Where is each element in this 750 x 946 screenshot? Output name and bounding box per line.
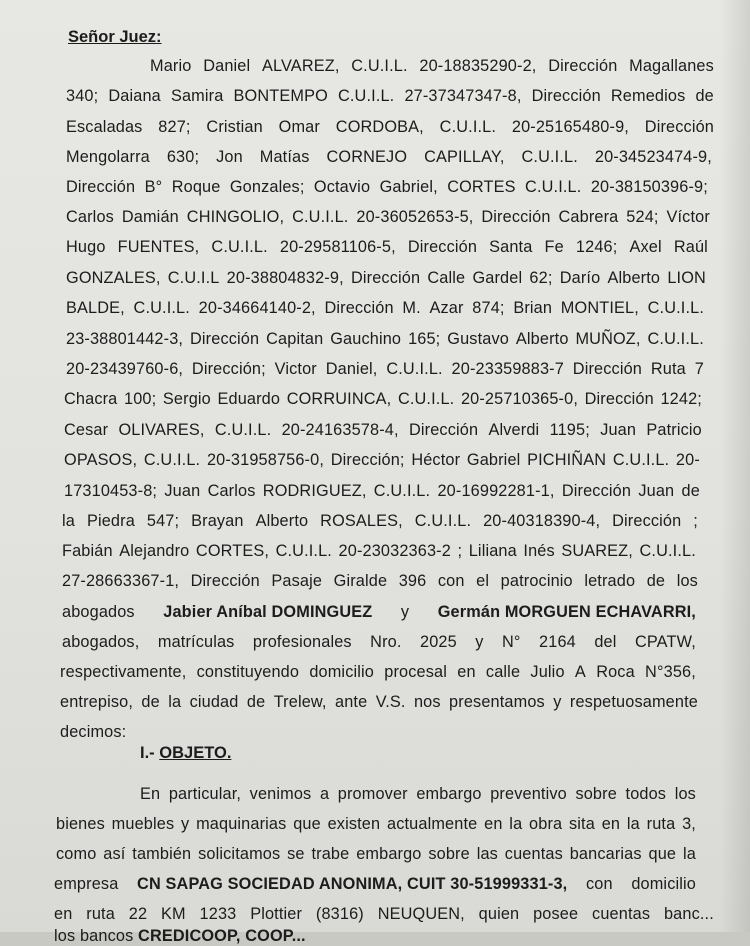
word: Raúl xyxy=(673,238,708,256)
word: 827; xyxy=(158,118,191,136)
parties-line xyxy=(64,389,702,409)
word: y xyxy=(400,603,410,621)
word: Matías xyxy=(259,148,310,166)
parties-line xyxy=(66,177,708,197)
word: existen xyxy=(327,815,381,833)
word: 20-38804832-9, xyxy=(226,269,344,287)
word: Dirección xyxy=(407,238,478,256)
word: N° xyxy=(502,633,521,651)
word: Carlos xyxy=(66,208,114,226)
word: nos xyxy=(413,693,441,711)
word: CHINGOLIO, xyxy=(186,208,285,226)
word: MUÑOZ, xyxy=(575,330,641,348)
word: promover xyxy=(337,785,408,803)
word: LION xyxy=(667,269,706,287)
word: ante xyxy=(335,693,368,711)
word: Samira xyxy=(170,87,224,105)
word: Gabriel xyxy=(466,451,521,469)
word: 23-38801442-3, xyxy=(66,330,184,348)
word: la xyxy=(682,845,696,863)
word: 2164 xyxy=(539,633,576,651)
word: Octavio xyxy=(313,178,371,196)
word: que xyxy=(293,815,321,833)
word: domicilio xyxy=(309,663,374,681)
word: 2025 xyxy=(419,633,457,651)
word: Chacra xyxy=(64,390,118,408)
word: procesal xyxy=(384,663,447,681)
word: Ruta xyxy=(650,360,686,378)
word: presentamos xyxy=(449,693,545,711)
word: de xyxy=(646,572,666,590)
word: 1246; xyxy=(575,238,618,256)
word: Escaladas xyxy=(66,118,143,136)
word: constituyendo xyxy=(196,663,300,681)
word: los xyxy=(54,927,76,945)
word: como xyxy=(56,845,97,863)
word: patrocinio xyxy=(500,572,573,590)
word: 20-36052653-5, xyxy=(356,208,474,226)
word: y xyxy=(475,633,484,651)
word: C.U.I.L. xyxy=(133,299,190,317)
word: SUAREZ, xyxy=(561,542,633,560)
word: Calle xyxy=(427,269,466,287)
word: 20-23359883-7 xyxy=(451,360,564,378)
word: Patricio xyxy=(646,421,702,439)
word: 20- xyxy=(675,451,700,469)
word: C.U.I.L. xyxy=(373,482,431,500)
word: ; xyxy=(457,542,463,560)
word: quien xyxy=(478,905,520,923)
word: ciudad xyxy=(189,693,239,711)
parties-line xyxy=(66,86,714,106)
word: 1233 xyxy=(199,905,237,923)
parties-line xyxy=(62,602,696,622)
word: (8316) xyxy=(315,905,364,923)
word: Gonzales; xyxy=(229,178,305,196)
word: C.U.I.L. xyxy=(439,118,497,136)
word: 20-34523474-9, xyxy=(594,148,712,166)
word: Dirección xyxy=(584,390,654,408)
word: C.U.I.L. xyxy=(211,238,268,256)
word: C.U.I.L xyxy=(167,269,220,287)
word: Daniel, xyxy=(325,360,378,378)
word: CAPILLAY, xyxy=(424,148,505,166)
word: C.U.I.L. xyxy=(639,542,696,560)
word: 27-37347347-8, xyxy=(404,87,522,105)
parties-line xyxy=(60,722,126,742)
word: Eduardo xyxy=(217,390,281,408)
word: cuentas xyxy=(592,905,651,923)
word: ALVAREZ, xyxy=(262,57,340,75)
word: Gauchino xyxy=(330,330,402,348)
word: 1242; xyxy=(660,390,702,408)
word: CN SAPAG SOCIEDAD ANONIMA, CUIT 30-51999331-3, xyxy=(137,875,568,893)
word: CORTES xyxy=(447,178,516,196)
word: bienes xyxy=(56,815,105,833)
word: Dirección xyxy=(612,512,682,530)
word: N°356, xyxy=(645,663,696,681)
word: Mario xyxy=(150,57,192,75)
parties-line xyxy=(64,481,700,501)
word: ruta xyxy=(646,815,676,833)
word: los xyxy=(674,785,696,803)
word: 20-25165480-9, xyxy=(511,118,629,136)
word: decimos: xyxy=(60,723,127,741)
word: Dirección xyxy=(548,57,618,75)
parties-line xyxy=(66,359,704,379)
word: Carlos xyxy=(207,482,256,500)
word: C.U.I.L. xyxy=(351,57,408,75)
word: Inés xyxy=(523,542,555,560)
word: RODRIGUEZ, xyxy=(262,482,367,500)
word: Dirección xyxy=(66,178,136,196)
word: C.U.I.L. xyxy=(292,208,349,226)
word: Dirección xyxy=(531,87,601,105)
word: KM xyxy=(160,905,186,923)
word: obra xyxy=(529,815,563,833)
objeto-line xyxy=(54,904,714,924)
word: Remedios xyxy=(610,87,686,105)
word: 20-23032363-2 xyxy=(338,542,451,560)
word: abogados, xyxy=(62,633,140,651)
parties-line xyxy=(66,147,712,167)
objeto-line xyxy=(56,814,696,834)
word: Gardel xyxy=(472,269,523,287)
word: C.U.I.L. xyxy=(414,512,472,530)
word: 1195; xyxy=(549,421,590,439)
word: Victor xyxy=(274,360,317,378)
word: Víctor xyxy=(666,208,710,226)
word: Santa xyxy=(489,238,533,256)
word: la xyxy=(168,693,182,711)
word: bancos xyxy=(79,927,134,945)
word: sobre xyxy=(575,785,617,803)
word: FUENTES, xyxy=(117,238,200,256)
word: Pasaje xyxy=(271,572,323,590)
word: en xyxy=(601,815,621,833)
word: Liliana xyxy=(468,542,517,560)
word: Piedra xyxy=(86,512,135,530)
objeto-line xyxy=(56,844,696,864)
word: 630; xyxy=(166,148,200,166)
word: C.U.I.L. xyxy=(647,299,704,317)
word: Sergio xyxy=(162,390,211,408)
word: CORDOBA, xyxy=(335,118,424,136)
word: Daiana xyxy=(108,87,161,105)
word: Damián xyxy=(121,208,179,226)
word: con xyxy=(585,875,613,893)
word: 165; xyxy=(408,330,441,348)
word: solicitamos xyxy=(198,845,281,863)
word: BONTEMPO xyxy=(233,87,328,105)
word: Dirección xyxy=(481,208,551,226)
word: Magallanes xyxy=(629,57,714,75)
word: en xyxy=(484,815,503,833)
word: letrado xyxy=(584,572,636,590)
word: Cesar xyxy=(64,421,109,439)
word: Jon xyxy=(216,148,243,166)
page-edge-shadow xyxy=(720,0,750,932)
word: bancarias xyxy=(569,845,642,863)
word: Daniel xyxy=(203,57,251,75)
word: Juan xyxy=(638,482,675,500)
word: 20-40318390-4, xyxy=(483,512,601,530)
word: V.S. xyxy=(375,693,406,711)
word: C.U.I.L. xyxy=(397,390,455,408)
word: Brian xyxy=(513,299,553,317)
word: Roque xyxy=(171,178,221,196)
word: empresa xyxy=(54,875,119,893)
word: 20-25710365-0, xyxy=(460,390,579,408)
word: de xyxy=(246,693,266,711)
word: maquinarias xyxy=(196,815,287,833)
word: Giralde xyxy=(333,572,388,590)
word: C.U.I.L. xyxy=(143,451,201,469)
word: Héctor xyxy=(411,451,461,469)
word: embargo xyxy=(416,785,482,803)
word: las xyxy=(476,845,498,863)
word: 396 xyxy=(398,572,427,590)
word: PICHIÑAN xyxy=(527,451,607,469)
word: embargo xyxy=(356,845,422,863)
word: Alberto xyxy=(255,512,309,530)
word: Germán MORGUEN ECHAVARRI, xyxy=(437,603,696,621)
section-heading xyxy=(140,744,231,763)
word: del xyxy=(594,633,617,651)
word: B° xyxy=(144,178,163,196)
word: C.U.I.L. xyxy=(275,542,332,560)
word: Dirección xyxy=(350,269,421,287)
word: 20-34664140-2, xyxy=(198,299,316,317)
word: CORRUINCA, xyxy=(286,390,392,408)
word: Dirección xyxy=(190,572,260,590)
word: C.U.I.L. xyxy=(337,87,395,105)
word: C.U.I.L. xyxy=(612,451,670,469)
section-label: OBJETO. xyxy=(159,744,232,762)
word: C.U.I.L. xyxy=(647,330,704,348)
word: entrepiso, xyxy=(60,693,134,711)
word: Nro. xyxy=(370,633,402,651)
word: se xyxy=(287,845,305,863)
parties-line xyxy=(62,632,696,652)
word: cuentas xyxy=(504,845,563,863)
word: Dirección xyxy=(561,482,632,500)
word: todos xyxy=(625,785,667,803)
word: Jabier Aníbal DOMINGUEZ xyxy=(163,603,373,621)
word: la xyxy=(62,512,75,530)
word: 3, xyxy=(682,815,696,833)
word: Julio xyxy=(530,663,565,681)
parties-line xyxy=(60,692,698,712)
word: Darío xyxy=(559,269,601,287)
word: en xyxy=(54,905,73,923)
word: 62; xyxy=(529,269,553,287)
word: 874; xyxy=(472,299,505,317)
word: 100; xyxy=(124,390,157,408)
word: Azar xyxy=(429,299,464,317)
objeto-line xyxy=(140,784,696,804)
word: Alverdi xyxy=(488,421,540,439)
word: la xyxy=(509,815,523,833)
word: ROSALES, xyxy=(320,512,403,530)
word: CORNEJO xyxy=(326,148,408,166)
word: 20-31958756-0, xyxy=(206,451,325,469)
word: OPASOS, xyxy=(64,451,138,469)
word: 524; xyxy=(626,208,659,226)
word: 27-28663367-1, xyxy=(62,572,180,590)
objeto-line xyxy=(54,874,696,894)
word: 20-38150396-9; xyxy=(590,178,708,196)
word: sita xyxy=(569,815,595,833)
word: profesionales xyxy=(252,633,352,651)
parties-line xyxy=(66,237,708,257)
word: Fe xyxy=(544,238,564,256)
word: Dirección xyxy=(572,360,643,378)
word: Dirección; xyxy=(330,451,405,469)
word: Roca xyxy=(596,663,635,681)
parties-line xyxy=(66,268,706,288)
word: Dirección xyxy=(644,118,714,136)
parties-line xyxy=(60,662,696,682)
word: Dirección xyxy=(324,299,394,317)
parties-line xyxy=(64,450,700,470)
word: respetuosamente xyxy=(569,693,698,711)
word: Cabrera xyxy=(558,208,619,226)
word: Omar xyxy=(278,118,320,136)
word: Brayan xyxy=(191,512,244,530)
word: a xyxy=(319,785,330,803)
word: Juan xyxy=(164,482,201,500)
word: Gabriel, xyxy=(379,178,438,196)
word: 20-23439760-6, xyxy=(66,360,184,378)
word: ruta xyxy=(86,905,115,923)
word: En xyxy=(140,785,161,803)
word: particular, xyxy=(168,785,242,803)
parties-line xyxy=(66,117,714,137)
word: 20-18835290-2, xyxy=(419,57,537,75)
word: Dirección xyxy=(408,421,479,439)
word: OLIVARES, xyxy=(118,421,205,439)
word: A xyxy=(574,663,586,681)
word: matrículas xyxy=(157,633,235,651)
word: trabe xyxy=(311,845,350,863)
parties-line xyxy=(66,207,710,227)
word: C.U.I.L. xyxy=(525,178,582,196)
parties-line xyxy=(62,541,696,561)
word: CPATW, xyxy=(634,633,696,651)
word: Gustavo xyxy=(447,330,509,348)
word: 20-29581106-5, xyxy=(279,238,396,256)
parties-line xyxy=(150,56,714,76)
parties-line xyxy=(64,420,702,440)
word: de xyxy=(141,693,160,711)
word: NEUQUEN, xyxy=(377,905,465,923)
word: también xyxy=(132,845,192,863)
word: de xyxy=(681,482,700,500)
word: calle xyxy=(485,663,521,681)
word: Hugo xyxy=(66,238,106,256)
word: MONTIEL, xyxy=(560,299,639,317)
word: GONZALES, xyxy=(66,269,161,287)
word: 7 xyxy=(694,360,704,378)
word: muebles xyxy=(111,815,175,833)
word: los xyxy=(676,572,698,590)
word: 20-24163578-4, xyxy=(281,421,399,439)
word: respectivamente, xyxy=(60,663,187,681)
word: C.U.I.L. xyxy=(386,360,443,378)
word: Capitan xyxy=(266,330,324,348)
word: preventivo xyxy=(490,785,567,803)
word: C.U.I.L. xyxy=(521,148,578,166)
objeto-line xyxy=(54,926,306,946)
word: Dirección xyxy=(190,330,260,348)
parties-line xyxy=(62,571,698,591)
word: que xyxy=(648,845,677,863)
word: banc... xyxy=(663,905,714,923)
word: BALDE, xyxy=(66,299,125,317)
word: Alberto xyxy=(607,269,661,287)
word: actualmente xyxy=(386,815,478,833)
word: 20-16992281-1, xyxy=(437,482,555,500)
word: 340; xyxy=(66,87,99,105)
word: Plottier xyxy=(250,905,303,923)
word: Cristian xyxy=(206,118,263,136)
parties-line xyxy=(66,298,704,318)
word: con xyxy=(437,572,465,590)
word: Dirección; xyxy=(191,360,266,378)
word: el xyxy=(476,572,490,590)
word: Alberto xyxy=(515,330,569,348)
word: posee xyxy=(533,905,579,923)
word: CREDICOOP, COOP... xyxy=(138,927,306,945)
word: Alejandro xyxy=(119,542,190,560)
word: venimos xyxy=(249,785,312,803)
section-number: I.- xyxy=(140,744,155,762)
word: Mengolarra xyxy=(66,148,150,166)
parties-line xyxy=(62,511,698,531)
word: sobre xyxy=(428,845,470,863)
word: M. xyxy=(402,299,421,317)
word: 22 xyxy=(128,905,148,923)
word: de xyxy=(695,87,714,105)
document-title: Señor Juez: xyxy=(68,28,162,46)
word: y xyxy=(181,815,190,833)
word: la xyxy=(626,815,640,833)
word: 17310453-8; xyxy=(64,482,158,500)
word: C.U.I.L. xyxy=(214,421,272,439)
parties-line xyxy=(66,329,704,349)
word: domicilio xyxy=(631,875,696,893)
word: Fabián xyxy=(62,542,113,560)
word: 547; xyxy=(146,512,180,530)
word: y xyxy=(553,693,562,711)
word: Juan xyxy=(600,421,637,439)
word: CORTES, xyxy=(195,542,270,560)
word: ; xyxy=(693,512,698,530)
word: en xyxy=(457,663,476,681)
word: así xyxy=(103,845,126,863)
word: Trelew, xyxy=(273,693,327,711)
word: abogados xyxy=(62,603,135,621)
word: Axel xyxy=(629,238,662,256)
